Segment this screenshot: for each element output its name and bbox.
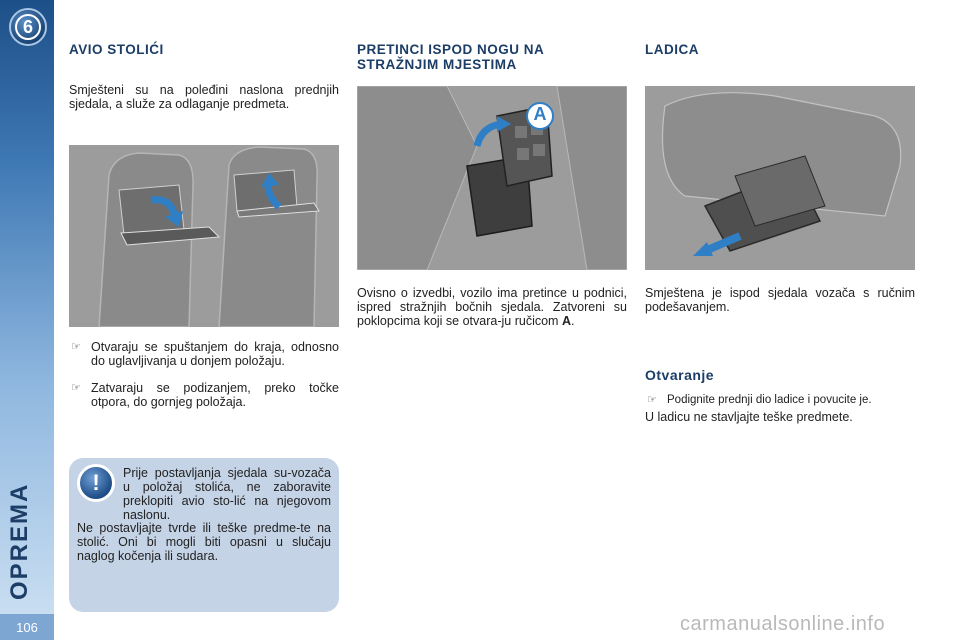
page-number: 106: [0, 614, 54, 640]
col2-body-bold: A: [561, 314, 571, 328]
col1-bullet-1-text: Otvaraju se spuštanjem do kraja, odnosno do uglavljivanja u donjem položaju.: [91, 340, 339, 368]
col1-bullet-2-text: Zatvaraju se podizanjem, preko točke otpora, do gornjeg položaja.: [91, 381, 339, 409]
col2-body-text: Ovisno o izvedbi, vozilo ima pretince u podnici, ispred stražnjih bočnih sjedala. Zatvoreni su poklopcima koji se otvara-ju ručicom: [357, 286, 627, 328]
col3-note: U ladicu ne stavljajte teške predmete.: [645, 410, 853, 424]
warning-paragraph-1: Prije postavljanja sjedala su-vozača u položaj stolića, ne zaboravite preklopiti avio sto-lić na njegovom naslonu.: [123, 466, 331, 522]
chapter-number: 6: [15, 14, 41, 40]
heading-ladica: LADICA: [645, 42, 699, 57]
col1-bullet-2: [69, 381, 339, 409]
callout-label-a: A: [533, 104, 547, 124]
bullet-pointer-icon: ☞: [71, 382, 81, 394]
warning-box: [69, 458, 339, 612]
section-title: OPREMA: [6, 482, 33, 600]
heading-pretinci: PRETINCI ISPOD NOGU NA STRAŽNJIM MJESTIMA: [357, 42, 544, 72]
subheading-otvaranje: Otvaranje: [645, 367, 715, 383]
col3-bullet-text: Podignite prednji dio ladice i povucite je.: [667, 394, 872, 406]
col2-body: [357, 286, 627, 328]
drawer-illustration: [645, 86, 915, 270]
watermark: carmanualsonline.info: [680, 613, 886, 635]
col1-bullet-1: [69, 340, 339, 368]
col3-bullet: [645, 393, 920, 407]
chapter-number-badge: [9, 8, 47, 46]
floor-compartment-illustration: [357, 86, 627, 270]
warning-paragraph-2: Ne postavljajte tvrde ili teške predme-te na stolić. Oni bi mogli biti opasni u slučaju naglog kočenja ili sudara.: [77, 521, 331, 563]
bullet-pointer-icon: ☞: [647, 394, 657, 406]
tray-table-illustration: [69, 145, 339, 327]
col3-intro: Smještena je ispod sjedala vozača s ručnim podešavanjem.: [645, 286, 915, 314]
col1-intro: Smješteni su na poleđini naslona prednjih sjedala, a služe za odlaganje predmeta.: [69, 83, 339, 111]
heading-avio-stolici: AVIO STOLIĆI: [69, 42, 164, 57]
warning-exclamation-icon: !: [77, 464, 115, 502]
col2-body-end: .: [570, 314, 575, 328]
bullet-pointer-icon: ☞: [71, 341, 81, 353]
